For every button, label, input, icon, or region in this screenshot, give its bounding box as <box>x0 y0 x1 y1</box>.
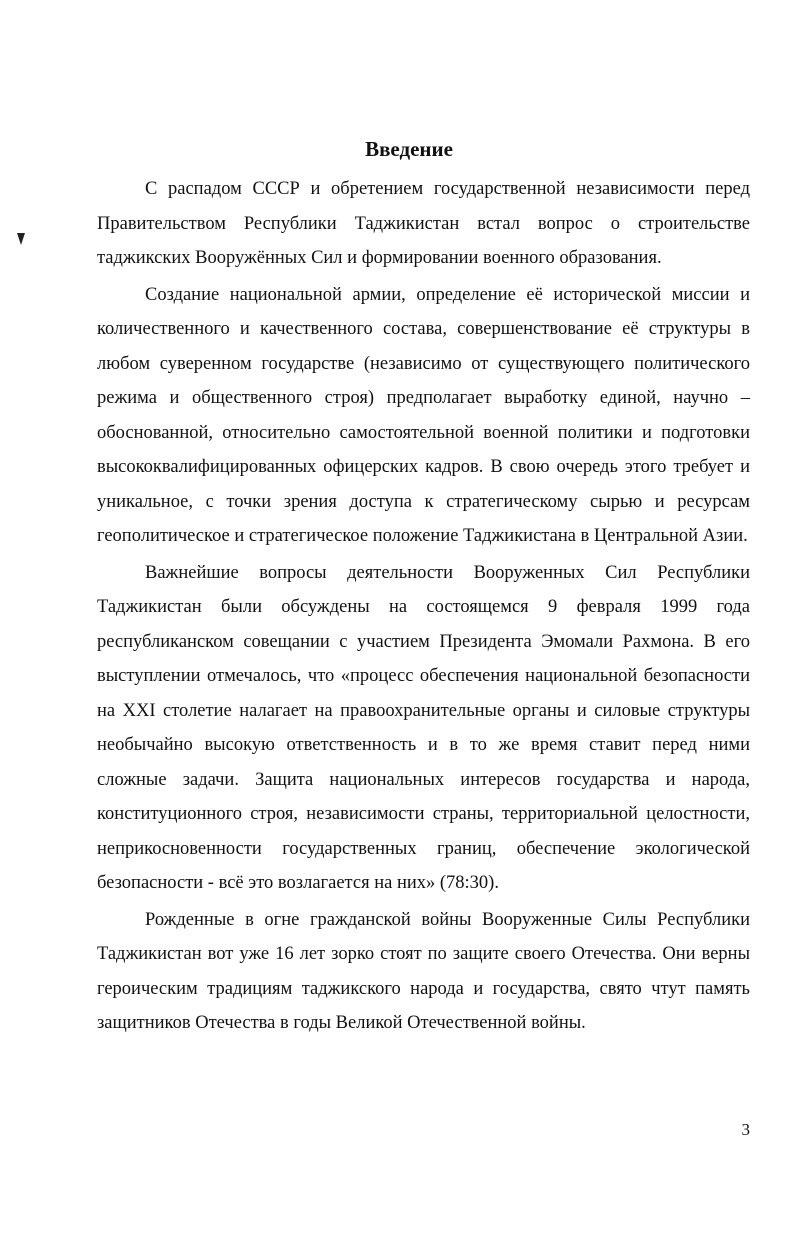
paragraph-3: Важнейшие вопросы деятельности Вооруженных Сил Республики Таджикистан были обсуждены на состоящемся 9 февраля 1999 года республиканском совещании с участием Президента Эмомали Рахмона. В его выступлении отмечалось, что «процесс обеспечения национальной безопасности на XXI столетие налагает на правоохранительные органы и силовые структуры необычайно высокую ответственность и в то же время ставит перед ними сложные задачи. Защита национальных интересов государства и народа, конституционного строя, независимости страны, территориальной целостности, неприкосновенности государственных границ, обеспечение экологической безопасности - всё это возлагается на них» (78:30). <box>97 562 750 893</box>
page-number: 3 <box>741 1120 750 1139</box>
page-title: Введение <box>365 137 453 161</box>
paragraph-2: Создание национальной армии, определение её исторической миссии и количественного и качественного состава, совершенствование её структуры в любом суверенном государстве (независимо от существующего политического режима и общественного строя) предполагает выработку единой, научно – обоснованной, относительно самостоятельной военной политики и подготовки высококвалифицированных офицерских кадров. В свою очередь этого требует и уникальное, с точки зрения доступа к стратегическому сырью и ресурсам геополитическое и стратегическое положение Таджикистана в Центральной Азии. <box>97 284 750 546</box>
paragraph-1: С распадом СССР и обретением государственной независимости перед Правительством Республики Таджикистан встал вопрос о строительстве таджикских Вооружённых Сил и формировании военного образования. <box>97 179 750 268</box>
scan-artifact-mark <box>17 233 25 245</box>
paragraph-4: Рожденные в огне гражданской войны Вооруженные Силы Республики Таджикистан вот уже 16 лет зорко стоят по защите своего Отечества. Они верны героическим традициям таджикского народа и государства, свято чтут память защитников Отечества в годы Великой Отечественной войны. <box>97 909 750 1033</box>
body-text <box>97 172 750 1043</box>
